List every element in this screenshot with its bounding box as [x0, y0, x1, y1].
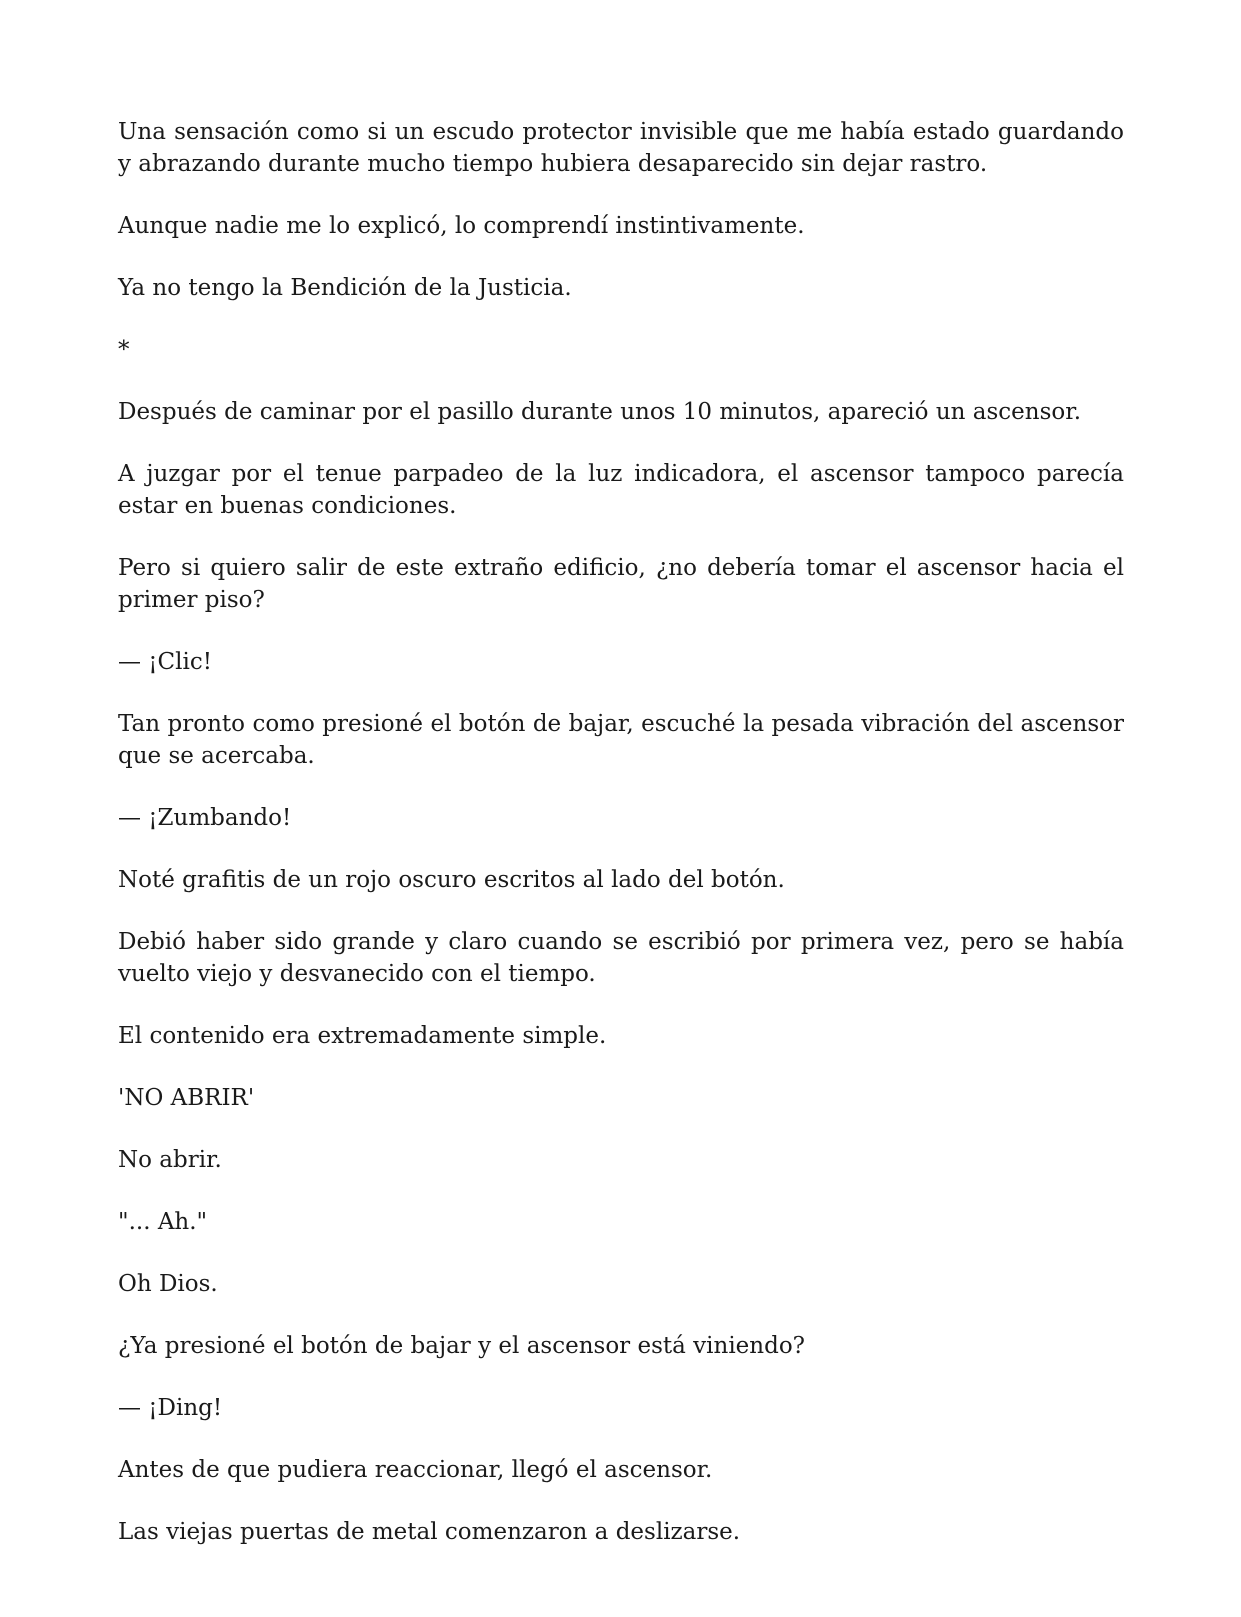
dialogue: "... Ah.": [118, 1209, 208, 1235]
quoted-graffiti: 'NO ABRIR': [118, 1085, 255, 1111]
paragraph: Noté grafitis de un rojo oscuro escritos al lado del botón.: [118, 867, 785, 893]
paragraph: Oh Dios.: [118, 1271, 218, 1297]
paragraph: El contenido era extremadamente simple.: [118, 1023, 607, 1049]
paragraph: ¿Ya presioné el botón de bajar y el ascensor está viniendo?: [118, 1333, 806, 1359]
paragraph: Aunque nadie me lo explicó, lo comprendí instintivamente.: [118, 213, 805, 239]
paragraph: A juzgar por el tenue parpadeo de la luz indicadora, el ascensor tampoco parecía estar en buenas condiciones.: [118, 461, 1124, 519]
paragraph: Antes de que pudiera reaccionar, llegó el ascensor.: [118, 1457, 713, 1483]
paragraph: Pero si quiero salir de este extraño edificio, ¿no debería tomar el ascensor hacia el primer piso?: [118, 555, 1124, 613]
paragraph: No abrir.: [118, 1147, 222, 1173]
paragraph: Ya no tengo la Bendición de la Justicia.: [118, 275, 572, 301]
sound-effect: — ¡Zumbando!: [118, 805, 292, 831]
document-body: [118, 116, 1124, 1578]
sound-effect: — ¡Clic!: [118, 649, 212, 675]
scene-break: *: [118, 337, 130, 363]
paragraph: Después de caminar por el pasillo durante unos 10 minutos, apareció un ascensor.: [118, 399, 1082, 425]
paragraph: Debió haber sido grande y claro cuando se escribió por primera vez, pero se había vuelto viejo y desvanecido con el tiempo.: [118, 929, 1124, 987]
paragraph: Tan pronto como presioné el botón de bajar, escuché la pesada vibración del ascensor que se acercaba.: [118, 711, 1124, 769]
paragraph: Las viejas puertas de metal comenzaron a deslizarse.: [118, 1519, 741, 1545]
paragraph: Una sensación como si un escudo protector invisible que me había estado guardando y abrazando durante mucho tiempo hubiera desaparecido sin dejar rastro.: [118, 119, 1124, 177]
sound-effect: — ¡Ding!: [118, 1395, 223, 1421]
